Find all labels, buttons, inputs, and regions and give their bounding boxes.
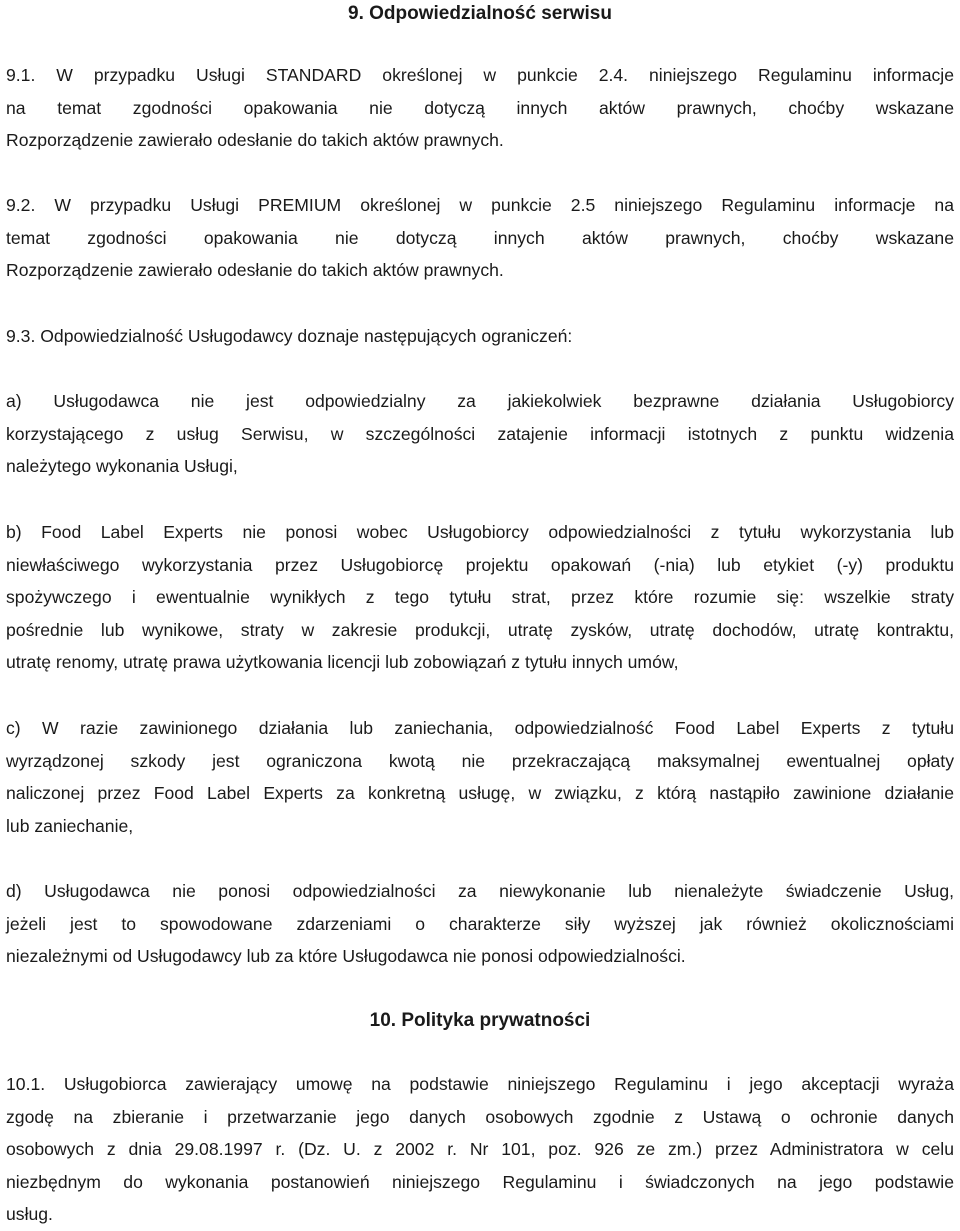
text-line: usług. <box>6 1204 53 1224</box>
text-line: d) Usługodawca nie ponosi odpowiedzialności za niewykonanie lub nienależyte świadczenie Usług, <box>6 881 954 901</box>
text-line: jeżeli jest to spowodowane zdarzeniami o charakterze siły wyższej jak również okolicznościami <box>6 913 954 934</box>
text-line: 9.1. W przypadku Usługi STANDARD określonej w punkcie 2.4. niniejszego Regulaminu informacje <box>6 65 954 85</box>
text-line: osobowych z dnia 29.08.1997 r. (Dz. U. z 2002 r. Nr 101, poz. 926 ze zm.) przez Administratora w celu <box>6 1139 954 1159</box>
paragraph-limitation-b <box>6 516 954 679</box>
paragraph-9-1 <box>6 59 954 157</box>
text-line: 9.2. W przypadku Usługi PREMIUM określonej w punkcie 2.5 niniejszego Regulaminu informacje na <box>6 195 954 215</box>
text-line: niezbędnym do wykonania postanowień niniejszego Regulaminu i świadczonych na jego podstawie <box>6 1171 954 1192</box>
text-line: naliczonej przez Food Label Experts za konkretną usługę, w związku, z którą nastąpiło zawinione działanie <box>6 783 954 803</box>
text-line: a) Usługodawca nie jest odpowiedzialny za jakiekolwiek bezprawne działania Usługobiorcy <box>6 391 954 411</box>
text-line: temat zgodności opakowania nie dotyczą innych aktów prawnych, choćby wskazane <box>6 227 954 248</box>
paragraph-limitation-d <box>6 875 954 973</box>
text-line: na temat zgodności opakowania nie dotyczą innych aktów prawnych, choćby wskazane <box>6 97 954 118</box>
text-line: należytego wykonania Usługi, <box>6 456 238 476</box>
text-line: 10.1. Usługobiorca zawierający umowę na podstawie niniejszego Regulaminu i jego akceptacji wyraża <box>6 1074 954 1094</box>
paragraph-9-3 <box>6 320 954 353</box>
text-line: b) Food Label Experts nie ponosi wobec Usługobiorcy odpowiedzialności z tytułu wykorzystania lub <box>6 522 954 542</box>
text-line: 9.3. Odpowiedzialność Usługodawcy doznaje następujących ograniczeń: <box>6 326 573 346</box>
text-line: Rozporządzenie zawierało odesłanie do takich aktów prawnych. <box>6 260 504 280</box>
text-line: niezależnymi od Usługodawcy lub za które Usługodawca nie ponosi odpowiedzialności. <box>6 946 686 966</box>
text-line: zgodę na zbieranie i przetwarzanie jego danych osobowych zgodnie z Ustawą o ochronie danych <box>6 1106 954 1127</box>
text-line: lub zaniechanie, <box>6 815 134 836</box>
text-line: Rozporządzenie zawierało odesłanie do takich aktów prawnych. <box>6 130 504 150</box>
text-line: spożywczego i ewentualnie wynikłych z tego tytułu strat, przez które rozumie się: wszelkie straty <box>6 587 954 607</box>
text-line: c) W razie zawinionego działania lub zaniechania, odpowiedzialność Food Label Experts z tytułu <box>6 718 954 738</box>
text-line: pośrednie lub wynikowe, straty w zakresie produkcji, utratę zysków, utratę dochodów, utratę kontraktu, <box>6 619 954 640</box>
paragraph-9-2 <box>6 189 954 287</box>
paragraph-10-1 <box>6 1068 954 1231</box>
section-heading-10: 10. Polityka prywatności <box>369 1010 591 1031</box>
text-line: wyrządzonej szkody jest ograniczona kwotą nie przekraczającą maksymalnej ewentualnej opłaty <box>6 750 954 771</box>
text-line: utratę renomy, utratę prawa użytkowania licencji lub zobowiązań z tytułu innych umów, <box>6 652 679 672</box>
text-line: niewłaściwego wykorzystania przez Usługobiorcę projektu opakowań (-nia) lub etykiet (-y) produktu <box>6 554 954 575</box>
paragraph-limitation-a <box>6 385 954 483</box>
text-line: korzystającego z usług Serwisu, w szczególności zatajenie informacji istotnych z punktu widzenia <box>6 423 954 444</box>
section-heading-9: 9. Odpowiedzialność serwisu <box>348 3 612 24</box>
paragraph-limitation-c <box>6 712 954 842</box>
